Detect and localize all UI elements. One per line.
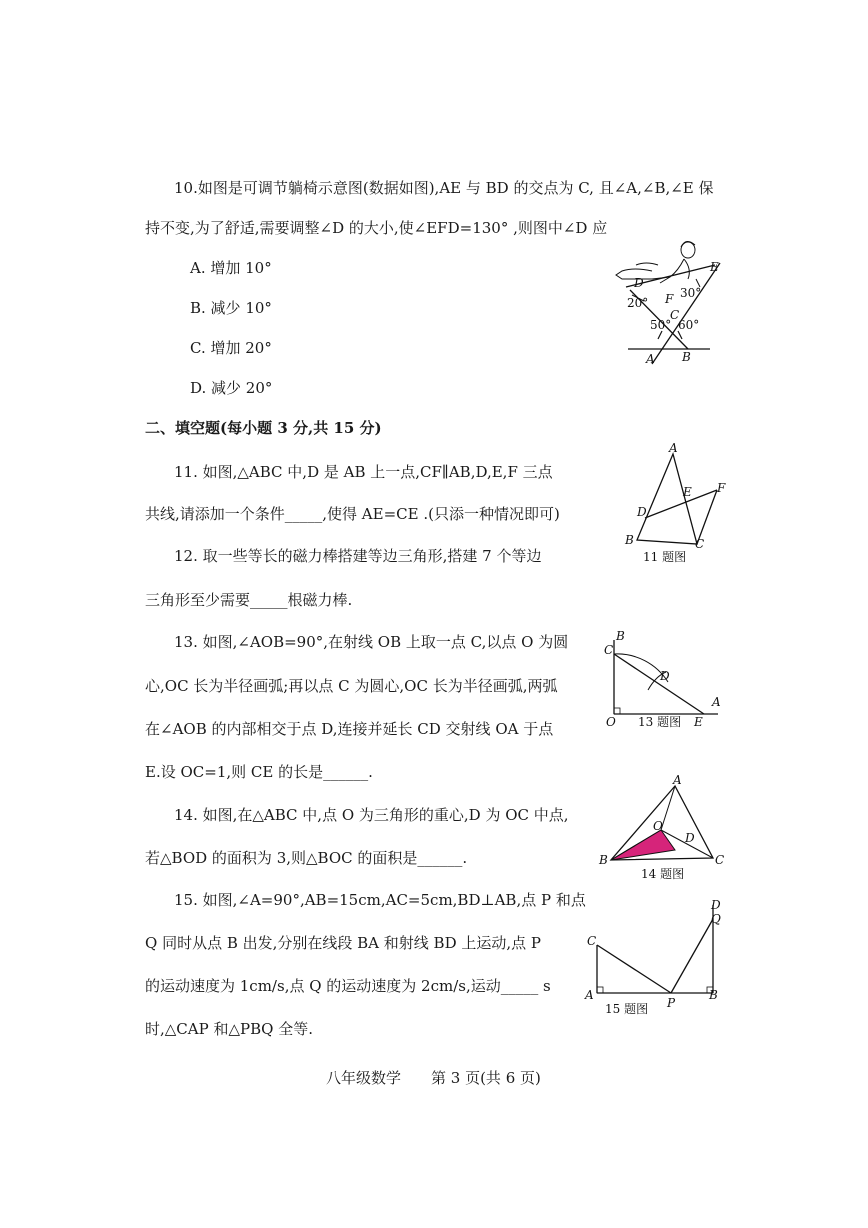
q11-caption: 11 题图 — [643, 550, 687, 564]
q14-line-1: 14. 如图,在△ABC 中,点 O 为三角形的重心,D 为 OC 中点, — [174, 806, 569, 824]
q15-label-a: A — [585, 988, 594, 1002]
q10-angle-50: 50° — [650, 318, 672, 332]
angle-b-arrow — [678, 331, 682, 339]
q13-line-2: 心,OC 长为半径画弧;再以点 C 为圆心,OC 长为半径画弧,两弧 — [145, 677, 558, 695]
q13-line-4: E.设 OC=1,则 CE 的长是______. — [145, 763, 373, 781]
q10-label-f: F — [665, 292, 674, 306]
q14-label-d: D — [685, 831, 695, 845]
q10-label-a: A — [646, 352, 655, 366]
q14-line-2: 若△BOD 的面积为 3,则△BOC 的面积是______. — [145, 849, 468, 867]
q10-label-d: D — [634, 276, 644, 290]
q15-line-4: 时,△CAP 和△PBQ 全等. — [145, 1020, 313, 1038]
q10-option-a: A. 增加 10° — [190, 259, 272, 277]
q15-label-d: D — [711, 898, 721, 912]
q10-figure — [600, 235, 730, 370]
q10-option-d: D. 减少 20° — [190, 379, 273, 397]
q15-label-p: P — [667, 996, 676, 1010]
line-cf — [697, 490, 717, 544]
q15-line-1: 15. 如图,∠A=90°,AB=15cm,AC=5cm,BD⊥AB,点 P 和点 — [174, 891, 586, 909]
q14-label-a: A — [673, 773, 682, 787]
q14-label-o: O — [653, 819, 663, 833]
q11-label-d: D — [637, 505, 647, 519]
q13-line-1: 13. 如图,∠AOB=90°,在射线 OB 上取一点 C,以点 O 为圆 — [174, 633, 569, 651]
segment-cp — [597, 945, 671, 993]
q13-label-o: O — [606, 715, 616, 729]
q10-line-2: 持不变,为了舒适,需要调整∠D 的大小,使∠EFD=130° ,则图中∠D 应 — [145, 219, 608, 237]
q11-label-b: B — [625, 533, 634, 547]
q14-caption: 14 题图 — [641, 867, 685, 881]
q10-angle-60: 60° — [678, 318, 700, 332]
q11-line-2: 共线,请添加一个条件_____,使得 AE=CE .(只添一种情况即可) — [145, 505, 560, 523]
q14-label-b: B — [599, 853, 608, 867]
reclining-person-drawing — [616, 241, 695, 283]
q15-label-b: B — [709, 988, 718, 1002]
q12-line-2: 三角形至少需要_____根磁力棒. — [145, 591, 353, 609]
triangle-abc — [637, 454, 697, 544]
q13-label-a: A — [712, 695, 721, 709]
q11-label-e: E — [683, 485, 692, 499]
q11-label-c: C — [695, 537, 705, 551]
q10-label-b: B — [682, 350, 691, 364]
q14-figure — [595, 772, 725, 887]
q11-figure — [615, 440, 735, 565]
line-ce — [614, 654, 704, 714]
q10-label-e: E — [710, 260, 719, 274]
q10-option-c: C. 增加 20° — [190, 339, 272, 357]
q13-label-e: E — [694, 715, 703, 729]
q11-label-a: A — [669, 441, 678, 455]
q13-label-c: C — [604, 643, 614, 657]
segment-pq — [671, 919, 713, 993]
page-footer: 八年级数学 第 3 页(共 6 页) — [326, 1069, 541, 1087]
shaded-triangle-bod — [611, 830, 675, 860]
q13-figure — [600, 630, 730, 730]
section-heading: 二、填空题(每小题 3 分,共 15 分) — [145, 419, 382, 437]
q10-option-b: B. 减少 10° — [190, 299, 272, 317]
q15-label-q: Q — [711, 912, 721, 926]
q13-line-3: 在∠AOB 的内部相交于点 D,连接并延长 CD 交射线 OA 于点 — [145, 720, 554, 738]
q10-angle-20: 20° — [627, 296, 649, 310]
q11-line-1: 11. 如图,△ABC 中,D 是 AB 上一点,CF∥AB,D,E,F 三点 — [174, 463, 553, 481]
q15-label-c: C — [587, 934, 597, 948]
q15-figure — [585, 895, 725, 1020]
q15-line-3: 的运动速度为 1cm/s,点 Q 的运动速度为 2cm/s,运动_____ s — [145, 977, 551, 995]
q10-line-1: 10.如图是可调节躺椅示意图(数据如图),AE 与 BD 的交点为 C, 且∠A,∠B,∠E 保 — [174, 179, 714, 197]
right-angle-a — [597, 987, 603, 993]
q11-label-f: F — [717, 481, 726, 495]
right-angle-mark — [614, 708, 620, 714]
q13-label-d: D — [660, 669, 670, 683]
q10-label-c: C — [670, 308, 680, 322]
q10-angle-30: 30° — [680, 286, 702, 300]
q13-caption: 13 题图 — [638, 715, 682, 729]
angle-a-arrow — [658, 331, 662, 339]
q12-line-1: 12. 取一些等长的磁力棒搭建等边三角形,搭建 7 个等边 — [174, 547, 542, 565]
q14-label-c: C — [715, 853, 725, 867]
line-ao — [661, 786, 675, 830]
q13-label-b: B — [616, 629, 625, 643]
q15-line-2: Q 同时从点 B 出发,分别在线段 BA 和射线 BD 上运动,点 P — [145, 934, 542, 952]
q15-caption: 15 题图 — [605, 1002, 649, 1016]
